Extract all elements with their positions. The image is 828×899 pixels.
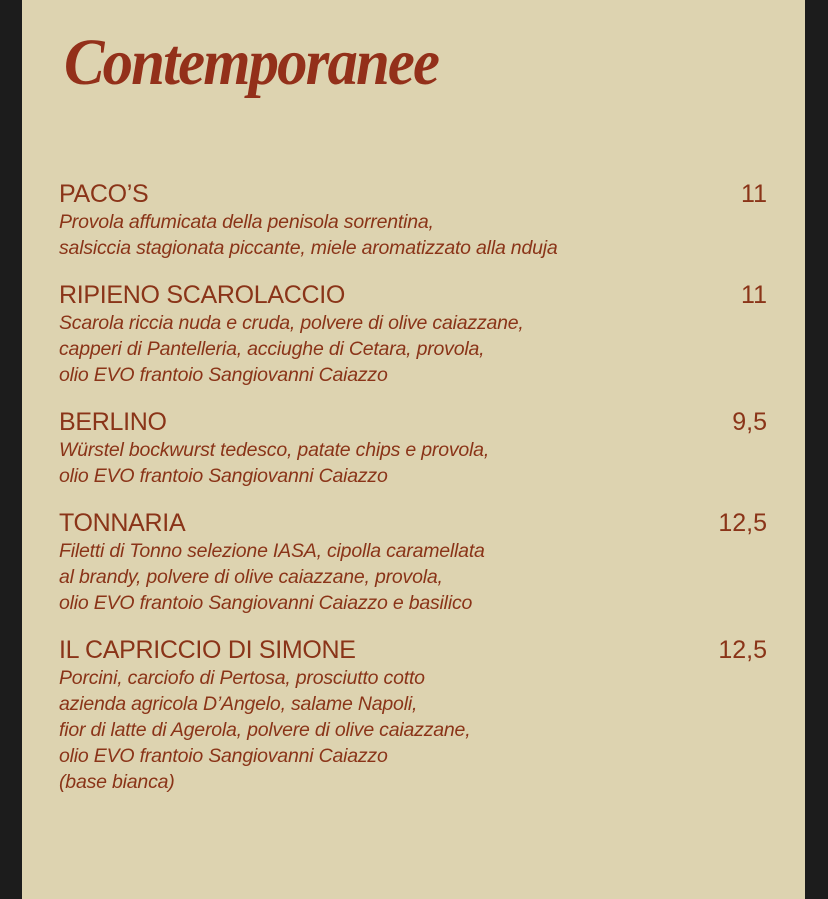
item-header <box>59 179 767 209</box>
menu-item-tonnaria <box>59 508 767 616</box>
description-line: fior di latte di Agerola, polvere di olive caiazzane, <box>59 719 471 741</box>
item-header <box>59 280 767 310</box>
item-price: 12,5 <box>718 636 767 664</box>
item-name: BERLINO <box>59 408 167 436</box>
menu-page <box>22 0 805 899</box>
description-line: olio EVO frantoio Sangiovanni Caiazzo <box>59 465 388 487</box>
menu-items-list <box>59 179 767 814</box>
item-price: 12,5 <box>718 509 767 537</box>
description-line: (base bianca) <box>59 771 175 793</box>
menu-item-pacos <box>59 179 767 261</box>
item-description <box>59 437 767 489</box>
description-line: olio EVO frantoio Sangiovanni Caiazzo e basilico <box>59 592 473 614</box>
description-line: Porcini, carciofo di Pertosa, prosciutto cotto <box>59 667 425 689</box>
item-price: 11 <box>741 180 767 208</box>
description-line: olio EVO frantoio Sangiovanni Caiazzo <box>59 364 388 386</box>
item-header <box>59 508 767 538</box>
item-header <box>59 407 767 437</box>
description-line: Scarola riccia nuda e cruda, polvere di olive caiazzane, <box>59 312 524 334</box>
description-line: Filetti di Tonno selezione IASA, cipolla caramellata <box>59 540 485 562</box>
item-name: TONNARIA <box>59 509 186 537</box>
menu-item-berlino <box>59 407 767 489</box>
item-description <box>59 310 767 388</box>
item-price: 9,5 <box>732 408 767 436</box>
item-name: RIPIENO SCAROLACCIO <box>59 281 346 309</box>
item-name: PACO’S <box>59 180 149 208</box>
section-title: Contemporanee <box>64 26 439 99</box>
menu-item-il-capriccio-di-simone <box>59 635 767 795</box>
description-line: al brandy, polvere di olive caiazzane, provola, <box>59 566 443 588</box>
item-description <box>59 665 767 795</box>
item-header <box>59 635 767 665</box>
description-line: azienda agricola D’Angelo, salame Napoli, <box>59 693 418 715</box>
item-name: IL CAPRICCIO DI SIMONE <box>59 636 356 664</box>
item-description <box>59 209 767 261</box>
item-price: 11 <box>741 281 767 309</box>
description-line: capperi di Pantelleria, acciughe di Cetara, provola, <box>59 338 485 360</box>
menu-item-ripieno-scarolaccio <box>59 280 767 388</box>
description-line: olio EVO frantoio Sangiovanni Caiazzo <box>59 745 388 767</box>
item-description <box>59 538 767 616</box>
description-line: Provola affumicata della penisola sorrentina, <box>59 211 434 233</box>
description-line: salsiccia stagionata piccante, miele aromatizzato alla nduja <box>59 237 558 259</box>
description-line: Würstel bockwurst tedesco, patate chips e provola, <box>59 439 490 461</box>
